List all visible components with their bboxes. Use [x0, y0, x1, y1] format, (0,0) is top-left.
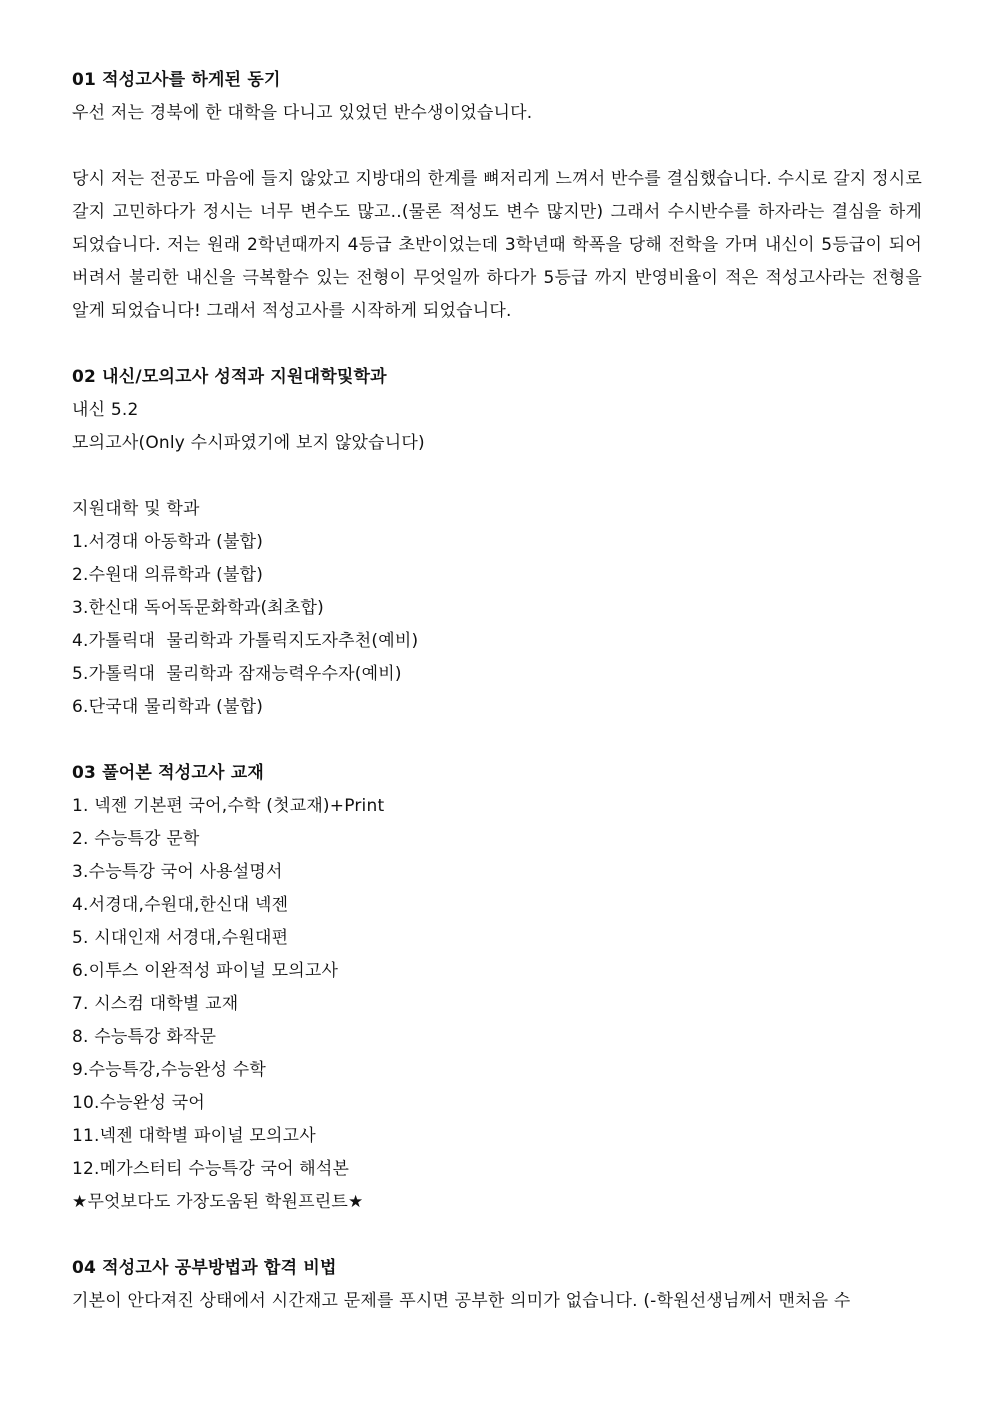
- mock-exam-line: 모의고사(Only 수시파였기에 보지 않았습니다): [72, 433, 425, 453]
- section-4-heading: 04 적성고사 공부방법과 합격 비법: [72, 1258, 337, 1278]
- textbook-item: 4.서경대,수원대,한신대 넥젠: [72, 895, 289, 915]
- section-4-line: 기본이 안다져진 상태에서 시간재고 문제를 푸시면 공부한 의미가 없습니다. (-학원선생님께서 맨처음 수: [72, 1291, 851, 1311]
- textbook-item: 12.메가스터티 수능특강 국어 해석본: [72, 1159, 350, 1179]
- textbook-item: 6.이투스 이완적성 파이널 모의고사: [72, 961, 339, 981]
- applied-item: 3.한신대 독어독문화학과(최초합): [72, 598, 324, 618]
- applied-item: 2.수원대 의류학과 (불합): [72, 565, 264, 585]
- textbook-item: 8. 수능특강 화작문: [72, 1027, 217, 1047]
- section-1-line: 우선 저는 경북에 한 대학을 다니고 있었던 반수생이었습니다.: [72, 103, 533, 123]
- section-3-heading: 03 풀어본 적성고사 교재: [72, 763, 265, 783]
- applied-item: 4.가톨릭대 물리학과 가톨릭지도자추천(예비): [72, 631, 419, 651]
- applied-item: 5.가톨릭대 물리학과 잠재능력우수자(예비): [72, 664, 402, 684]
- applied-list-title: 지원대학 및 학과: [72, 499, 200, 519]
- document-page: [72, 64, 922, 1318]
- spacer: [72, 724, 922, 757]
- spacer: [72, 328, 922, 361]
- textbook-item: 3.수능특강 국어 사용설명서: [72, 862, 283, 882]
- textbook-item: 10.수능완성 국어: [72, 1093, 205, 1113]
- section-2-heading: 02 내신/모의고사 성적과 지원대학및학과: [72, 367, 387, 387]
- spacer: [72, 130, 922, 163]
- textbook-highlight: ★무엇보다도 가장도움된 학원프린트★: [72, 1192, 364, 1212]
- textbook-item: 9.수능특강,수능완성 수학: [72, 1060, 267, 1080]
- textbook-item: 11.넥젠 대학별 파이널 모의고사: [72, 1126, 316, 1146]
- section-1-paragraph: 당시 저는 전공도 마음에 들지 않았고 지방대의 한계를 뼈저리게 느껴서 반수를 결심했습니다. 수시로 갈지 정시로 갈지 고민하다가 정시는 너무 변수도 많고..(물론 적성도 변수 많지만) 그래서 수시반수를 하자라는 결심을 하게 되었습니다. 저는 원래 2학년때까지 4등급 초반이었는데 3학년때 학폭을 당해 전학을 가며 내신이 5등급이 되어버려서 불리한 내신을 극복할수 있는 전형이 무엇일까 하다가 5등급 까지 반영비율이 적은 적성고사라는 전형을 알게 되었습니다! 그래서 적성고사를 시작하게 되었습니다.: [72, 169, 922, 321]
- grade-line: 내신 5.2: [72, 400, 139, 420]
- textbook-item: 5. 시대인재 서경대,수원대편: [72, 928, 289, 948]
- textbook-item: 7. 시스컴 대학별 교재: [72, 994, 239, 1014]
- section-1-heading: 01 적성고사를 하게된 동기: [72, 70, 281, 90]
- textbook-item: 1. 넥젠 기본편 국어,수학 (첫교재)+Print: [72, 796, 385, 816]
- applied-item: 1.서경대 아동학과 (불합): [72, 532, 264, 552]
- spacer: [72, 460, 922, 493]
- spacer: [72, 1219, 922, 1252]
- applied-item: 6.단국대 물리학과 (불합): [72, 697, 264, 717]
- textbook-item: 2. 수능특강 문학: [72, 829, 200, 849]
